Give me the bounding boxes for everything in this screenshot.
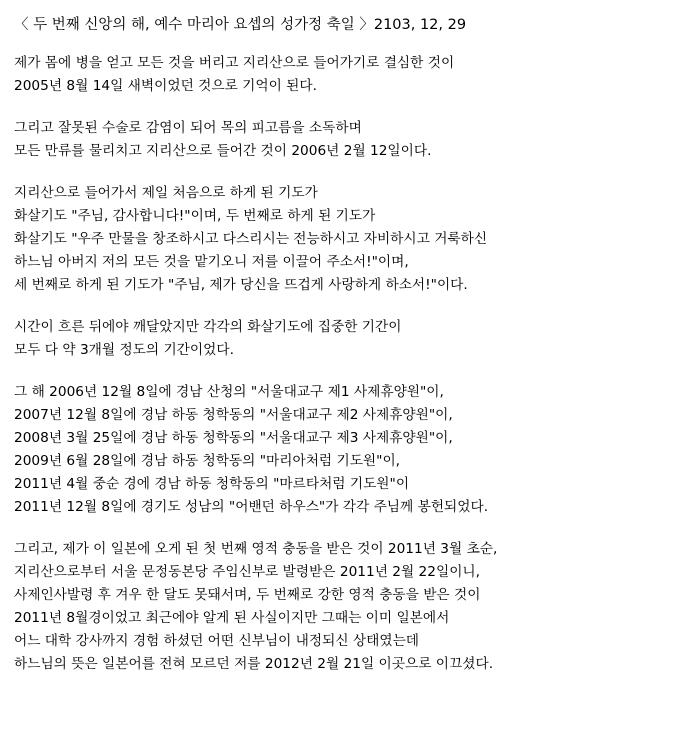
paragraph-line: 시간이 흐른 뒤에야 깨달았지만 각각의 화살기도에 집중한 기간이 — [14, 319, 402, 335]
paragraph-line: 지리산으로 들어가서 제일 처음으로 하게 된 기도가 — [14, 185, 318, 201]
paragraph — [14, 52, 673, 98]
paragraph — [14, 316, 673, 362]
paragraph — [14, 182, 673, 297]
paragraph-line: 2011년 8월경이었고 최근에야 알게 된 사실이지만 그때는 이미 일본에서 — [14, 610, 450, 626]
paragraph-line: 지리산으로부터 서울 문정동본당 주임신부로 발령받은 2011년 2월 22일이니, — [14, 564, 480, 580]
paragraph — [14, 381, 673, 519]
paragraph-line: 2007년 12월 8일에 경남 하동 청학동의 "서울대교구 제2 사제휴양원"이, — [14, 407, 453, 423]
paragraph-line: 그리고 잘못된 수술로 감염이 되어 목의 피고름을 소독하며 — [14, 120, 362, 136]
paragraph — [14, 117, 673, 163]
paragraph-line: 화살기도 "주님, 감사합니다!"이며, 두 번째로 하게 된 기도가 — [14, 208, 376, 224]
paragraph-line: 제가 몸에 병을 얻고 모든 것을 버리고 지리산으로 들어가기로 결심한 것이 — [14, 55, 455, 71]
paragraph-line: 사제인사발령 후 겨우 한 달도 못돼서며, 두 번째로 강한 영적 충동을 받은 것이 — [14, 587, 481, 603]
paragraph-line: 2011년 12월 8일에 경기도 성남의 "어밴던 하우스"가 각각 주님께 봉헌되었다. — [14, 499, 489, 515]
paragraph-line: 모든 만류를 물리치고 지리산으로 들어간 것이 2006년 2월 12일이다. — [14, 143, 432, 159]
paragraph-line: 2005년 8월 14일 새벽이었던 것으로 기억이 된다. — [14, 78, 317, 94]
paragraph-line: 2008년 3월 25일에 경남 하동 청학동의 "서울대교구 제3 사제휴양원"이, — [14, 430, 453, 446]
document-body — [14, 52, 673, 676]
paragraph-line: 세 번째로 하게 된 기도가 "주님, 제가 당신을 뜨겁게 사랑하게 하소서!"이다. — [14, 277, 468, 293]
paragraph-line: 화살기도 "우주 만물을 창조하시고 다스리시는 전능하시고 자비하시고 거룩하신 — [14, 231, 488, 247]
paragraph — [14, 538, 673, 676]
paragraph-line: 그리고, 제가 이 일본에 오게 된 첫 번째 영적 충동을 받은 것이 2011년 3월 초순, — [14, 541, 498, 557]
paragraph-line: 2009년 6월 28일에 경남 하동 청학동의 "마리아처럼 기도원"이, — [14, 453, 401, 469]
paragraph-line: 그 해 2006년 12월 8일에 경남 산청의 "서울대교구 제1 사제휴양원"이, — [14, 384, 444, 400]
paragraph-line: 2011년 4월 중순 경에 경남 하동 청학동의 "마르타처럼 기도원"이 — [14, 476, 410, 492]
page-title: 〈 두 번째 신앙의 해, 예수 마리아 요셉의 성가정 축일 〉2103, 12, 29 — [14, 17, 467, 33]
paragraph-line: 어느 대학 강사까지 경험 하셨던 어떤 신부님이 내정되신 상태였는데 — [14, 633, 420, 649]
paragraph-line: 하느님의 뜻은 일본어를 전혀 모르던 저를 2012년 2월 21일 이곳으로 이끄셨다. — [14, 656, 494, 672]
paragraph-line: 하느님 아버지 저의 모든 것을 맡기오니 저를 이끌어 주소서!"이며, — [14, 254, 409, 270]
paragraph-line: 모두 다 약 3개월 정도의 기간이었다. — [14, 342, 234, 358]
